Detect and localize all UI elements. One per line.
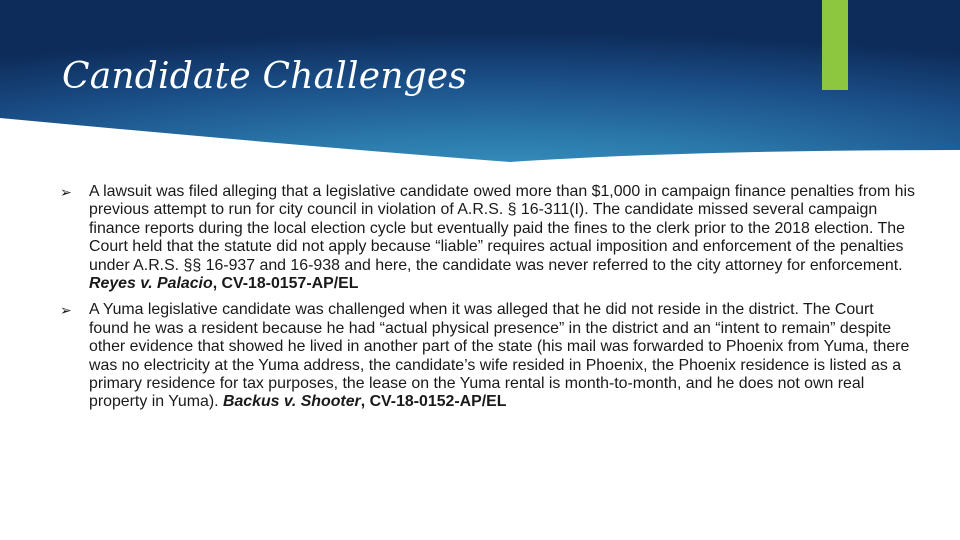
case-citation: Reyes v. Palacio (89, 275, 213, 293)
accent-bar (822, 0, 848, 90)
case-number: , CV-18-0152-AP/EL (360, 393, 507, 411)
bullet-list (60, 183, 916, 420)
case-citation: Backus v. Shooter (222, 393, 361, 411)
bullet-text: A lawsuit was filed alleging that a legislative candidate owed more than $1,000 in campaign finance penalties from his previous attempt to run for city council in violation of A.R.S. § 16-311(I). The candidate missed several campaign finance reports during the local election cycle but eventually paid the fines to the clerk prior to the 2018 election. The Court held that the statute did not apply because “liable” requires actual imposition and enforcement of the penalties under A.R.S. §§ 16-937 and 16-938 and here, the candidate was never referred to the city attorney for enforcement. (89, 183, 915, 274)
bullet-item (60, 301, 916, 411)
arrowhead-bullet-icon: ➢ (60, 303, 72, 320)
case-number: , CV-18-0157-AP/EL (212, 275, 359, 293)
bullet-text: A Yuma legislative candidate was challenged when it was alleged that he did not reside in the district. The Court found he was a resident because he had “actual physical presence” in the district and an “intent to remain” despite other evidence that showed he lived in another part of the state (his mail was forwarded to Phoenix from Yuma, there was no electricity at the Yuma address, the candidate’s wife resided in Phoenix, the Phoenix residence is listed as a primary residence for tax purposes, the lease on the Yuma rental is month-to-month, and he does not own real property in Yuma). (89, 301, 910, 411)
slide-title: Candidate Challenges (62, 56, 468, 97)
arrowhead-bullet-icon: ➢ (60, 185, 72, 201)
bullet-item (60, 183, 916, 293)
